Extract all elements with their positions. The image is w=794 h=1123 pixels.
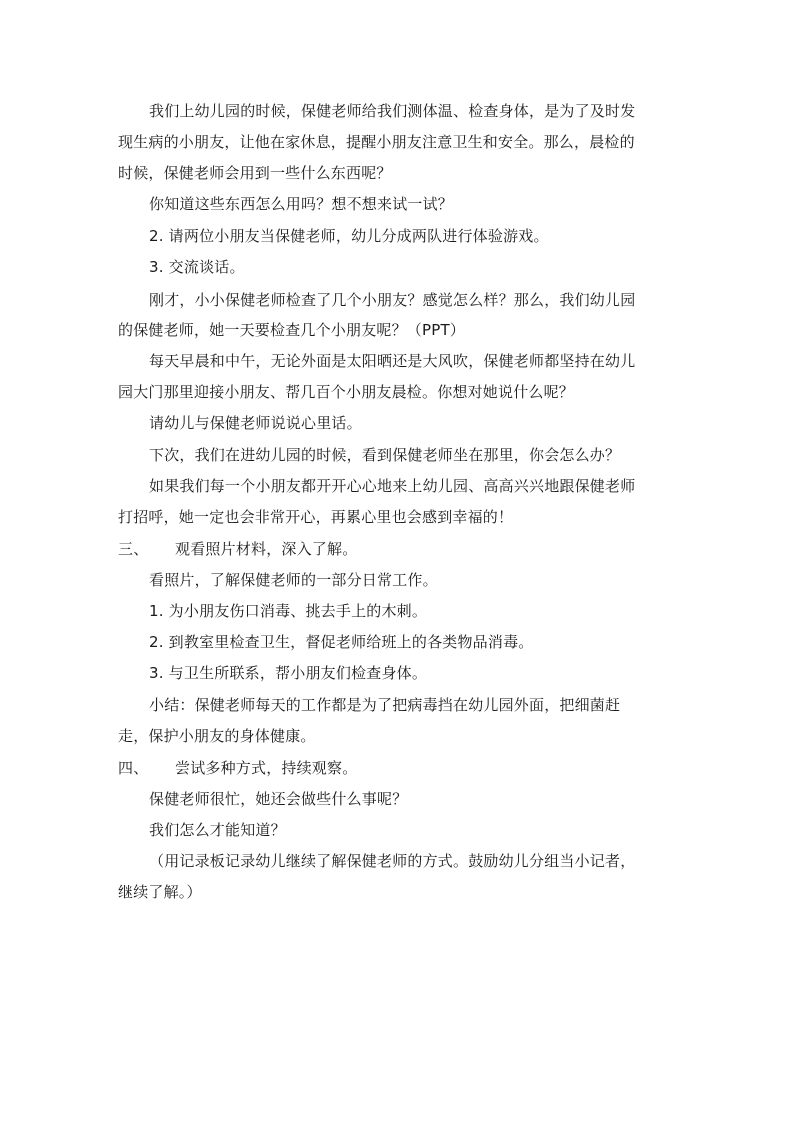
paragraph-line: 刚才，小小保健老师检查了几个小朋友？感觉怎么样？那么，我们幼儿园 <box>149 291 636 309</box>
numbered-item: 2. 到教室里检查卫生，督促老师给班上的各类物品消毒。 <box>149 633 534 651</box>
section-heading: 尝试多种方式，持续观察。 <box>175 759 358 777</box>
paragraph-line: 我们怎么才能知道？ <box>149 821 286 839</box>
paragraph-line: 我们上幼儿园的时候，保健老师给我们测体温、检查身体，是为了及时发 <box>149 102 636 120</box>
numbered-item: 3. 交流谈话。 <box>149 258 245 276</box>
paragraph-line: 的保健老师，她一天要检查几个小朋友呢？（PPT） <box>118 321 466 339</box>
paragraph-line: 保健老师很忙，她还会做些什么事呢？ <box>149 790 408 808</box>
paragraph-line: 打招呼，她一定也会非常开心，再累心里也会感到幸福的！ <box>118 508 514 526</box>
paragraph-line: 走，保护小朋友的身体健康。 <box>118 727 316 745</box>
paragraph-line: 每天早晨和中午，无论外面是太阳晒还是大风吹，保健老师都坚持在幼儿 <box>149 352 636 370</box>
paragraph-line: 小结：保健老师每天的工作都是为了把病毒挡在幼儿园外面，把细菌赶 <box>149 696 621 714</box>
numbered-item: 1. 为小朋友伤口消毒、挑去手上的木刺。 <box>149 602 428 620</box>
paragraph-line: 请幼儿与保健老师说说心里话。 <box>149 414 362 432</box>
paragraph-line: 看照片，了解保健老师的一部分日常工作。 <box>149 571 438 589</box>
paragraph-line: 如果我们每一个小朋友都开开心心地来上幼儿园、高高兴兴地跟保健老师 <box>149 477 636 495</box>
paragraph-line: 下次，我们在进幼儿园的时候，看到保健老师坐在那里，你会怎么办？ <box>149 446 621 464</box>
paragraph-line: 现生病的小朋友，让他在家休息，提醒小朋友注意卫生和安全。那么，晨检的 <box>118 133 635 151</box>
section-heading: 观看照片材料，深入了解。 <box>175 540 358 558</box>
paragraph-line: 园大门那里迎接小朋友、帮几百个小朋友晨检。你想对她说什么呢？ <box>118 383 575 401</box>
numbered-item: 3. 与卫生所联系，帮小朋友们检查身体。 <box>149 664 428 682</box>
section-number: 三、 <box>118 540 149 558</box>
paragraph-line: 继续了解。） <box>118 883 202 901</box>
numbered-item: 2. 请两位小朋友当保健老师，幼儿分成两队进行体验游戏。 <box>149 227 549 245</box>
paragraph-line: 时候，保健老师会用到一些什么东西呢？ <box>118 164 392 182</box>
paragraph-line: 你知道这些东西怎么用吗？想不想来试一试？ <box>149 195 454 213</box>
section-number: 四、 <box>118 759 149 777</box>
paragraph-line: （用记录板记录幼儿继续了解保健老师的方式。鼓励幼儿分组当小记者， <box>149 852 636 870</box>
